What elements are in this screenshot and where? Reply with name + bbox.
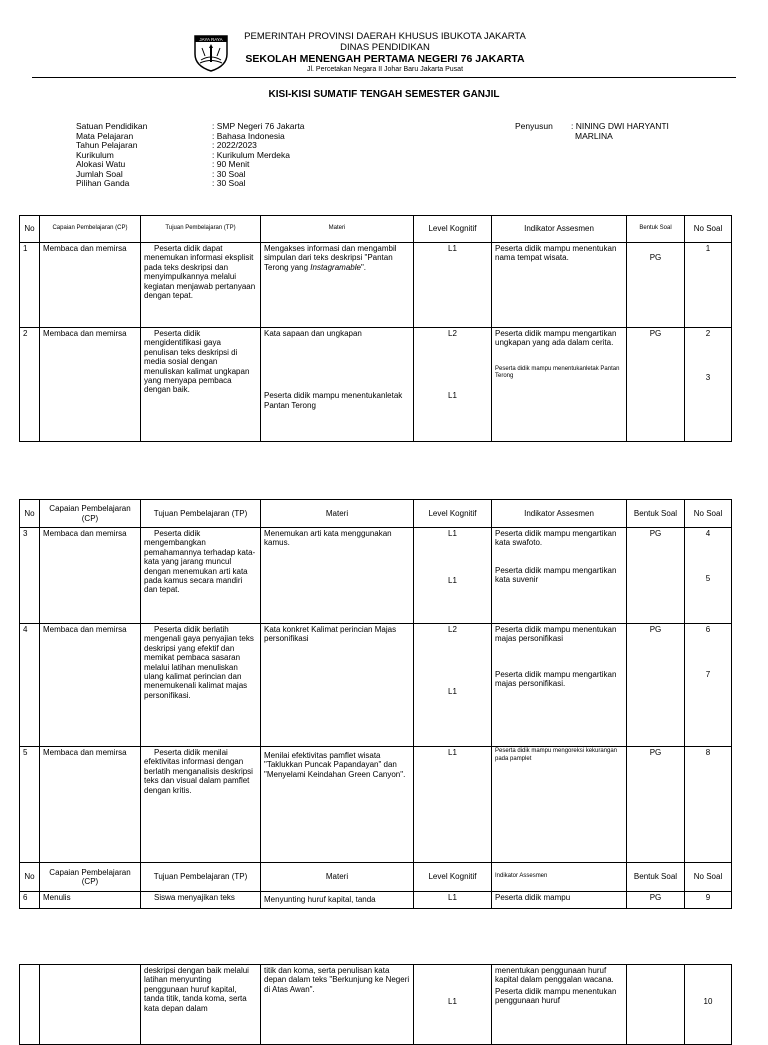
identity-block [76, 122, 304, 189]
government-line: PEMERINTAH PROVINSI DAERAH KHUSUS IBUKOTA JAKARTA [244, 31, 526, 42]
author-name: : NINING DWI HARYANTI [571, 121, 669, 131]
department-line: DINAS PENDIDIKAN [340, 42, 430, 53]
meta-row: Kurikulum : Kurikulum Merdeka [76, 149, 290, 160]
meta-row: Jumlah Soal : 30 Soal [76, 168, 246, 179]
table-header: No Capaian Pembelajaran (CP) Tujuan Pembelajaran (TP) Materi Level Kognitif Indikator Assesmen Bentuk Soal No Soal [20, 500, 732, 528]
col-nosoal: No Soal [685, 216, 732, 243]
author-name: MARLINA [575, 130, 613, 141]
table-row: 1 Membaca dan memirsa Peserta didik dapat menemukan informasi eksplisit pada teks deskripsi dan menyimpulkannya melalui kegiatan menjawab pertanyaan dengan tepat. Mengakses informasi dan mengambil simpulan dari teks deskripsi "Pantan Terong yang Instagramable". L1 Peserta didik mampu menentukan nama tempat wisata. PG 1 [20, 243, 732, 328]
col-materi: Materi [261, 216, 414, 243]
author-label: Penyusun [515, 121, 553, 131]
table-row: deskripsi dengan baik melalui latihan menyunting penggunaan huruf kapital, tanda titik, tanda koma, serta kata depan dalam titik dan koma, serta penulisan kata depan dalam teks "Berkunjung ke Negeri di Atas Awan". L1 menentukan penggunaan huruf kapital dalam penggalan wacana. Peserta didik mampu menentukan penggunaan huruf 10 [20, 965, 732, 1045]
grid-table-1 [19, 215, 732, 442]
meta-row: Alokasi Watu : 90 Menit [76, 159, 250, 169]
meta-row: Mata Pelajaran : Bahasa Indonesia [76, 130, 285, 141]
meta-row: Satuan Pendidikan : SMP Negeri 76 Jakarta [76, 121, 305, 131]
meta-row: Tahun Pelajaran : 2022/2023 [76, 140, 257, 150]
meta-row: Pilihan Ganda : 30 Soal [76, 178, 246, 188]
table-row: 4 Membaca dan memirsa Peserta didik berlatih mengenali gaya penyajian teks deskripsi yang efektif dan memikat pembaca sasaran melalui latihan menuliskan ulang kalimat perincian dan menemukenali kalimat majas personifikasi. Kata konkret Kalimat perincian Majas personifikasi L2 L1 Peserta didik mampu menentukan majas personifikasi Peserta didik mampu mengartikan majas personifikasi. PG 6 7 [20, 624, 732, 747]
col-tp: Tujuan Pembelajaran (TP) [141, 216, 261, 243]
table-header: No Capaian Pembelajaran (CP) Tujuan Pembelajaran (TP) Materi Level Kognitif Indikator Assesmen Bentuk Soal No Soal [20, 863, 732, 892]
document-title: KISI-KISI SUMATIF TENGAH SEMESTER GANJIL [268, 89, 500, 100]
col-indikator: Indikator Assesmen [492, 216, 627, 243]
col-bentuk: Bentuk Soal [627, 216, 685, 243]
grid-table-3 [19, 964, 732, 1045]
header-divider [32, 77, 736, 78]
author-block [515, 122, 669, 141]
letterhead-text [235, 31, 535, 74]
school-address: Jl. Percetakan Negara II Johar Baru Jakarta Pusat [306, 66, 464, 73]
school-name: SEKOLAH MENENGAH PERTAMA NEGERI 76 JAKARTA [245, 53, 525, 65]
jakarta-emblem-icon [191, 32, 231, 72]
letterhead [0, 0, 768, 80]
table-header [20, 216, 732, 243]
table-row: 5 Membaca dan memirsa Peserta didik menilai efektivitas informasi dengan berlatih menganalisis deskripsi teks dan visual dalam pamflet dengan kritis. Menilai efektivitas pamflet wisata "Taklukkan Puncak Papandayan" dan "Menyelami Keindahan Green Canyon". L1 Peserta didik mampu mengoreksi kekurangan pada pamplet PG 8 [20, 747, 732, 863]
col-no: No [20, 216, 40, 243]
table-row: 2 Membaca dan memirsa Peserta didik mengidentifikasi gaya penulisan teks deskripsi di media sosial dengan menuliskan kalimat ungkapan yang menyapa pembaca dengan baik. Kata sapaan dan ungkapan Peserta didik mampu menentukanletak Pantan Terong L2 L1 Peserta didik mampu mengartikan ungkapan yang ada dalam cerita. Peserta didik mampu menentukanletak Pantan Terong PG 2 3 [20, 328, 732, 442]
table-row: 3 Membaca dan memirsa Peserta didik mengembangkan pemahamannya terhadap kata-kata yang jarang muncul dengan menemukan arti kata pada kamus secara mandiri dan tepat. Menemukan arti kata menggunakan kamus. L1 L1 Peserta didik mampu mengartikan kata swafoto. Peserta didik mampu mengartikan kata suvenir PG 4 5 [20, 528, 732, 624]
table-row: 6 Menulis Siswa menyajikan teks Menyunting huruf kapital, tanda L1 Peserta didik mampu PG 9 [20, 892, 732, 909]
svg-text:JAYA RAYA: JAYA RAYA [199, 37, 223, 42]
col-cp: Capaian Pembelajaran (CP) [40, 216, 141, 243]
grid-table-2 [19, 499, 732, 909]
col-level: Level Kognitif [414, 216, 492, 243]
